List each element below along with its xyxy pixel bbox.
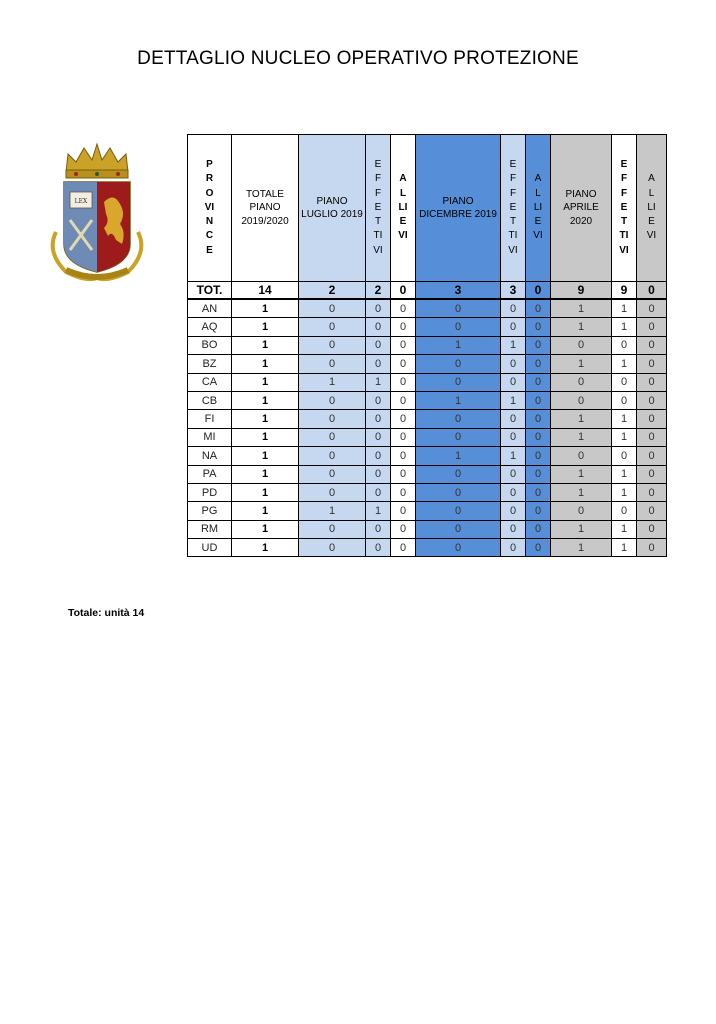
value-cell: 1 — [612, 483, 637, 501]
value-cell: 0 — [501, 428, 526, 446]
value-cell: 0 — [526, 539, 551, 557]
value-cell: 0 — [299, 299, 366, 318]
value-cell: 1 — [501, 447, 526, 465]
value-cell: 1 — [551, 465, 612, 483]
value-cell: 0 — [612, 502, 637, 520]
total-cell: 3 — [416, 282, 501, 300]
value-cell: 0 — [637, 483, 667, 501]
table-header-row — [188, 135, 667, 282]
value-cell: 1 — [232, 465, 299, 483]
value-cell: 0 — [416, 318, 501, 336]
value-cell: 1 — [232, 410, 299, 428]
value-cell: 0 — [299, 391, 366, 409]
value-cell: 0 — [501, 539, 526, 557]
value-cell: 0 — [501, 502, 526, 520]
province-cell: FI — [188, 410, 232, 428]
value-cell: 0 — [416, 355, 501, 373]
value-cell: 0 — [637, 391, 667, 409]
value-cell: 1 — [551, 410, 612, 428]
province-cell: PD — [188, 483, 232, 501]
value-cell: 0 — [637, 428, 667, 446]
value-cell: 0 — [526, 428, 551, 446]
province-cell: PA — [188, 465, 232, 483]
value-cell: 0 — [526, 465, 551, 483]
value-cell: 1 — [232, 502, 299, 520]
header-allievi: ALLIEVI — [391, 135, 416, 282]
value-cell: 0 — [526, 447, 551, 465]
value-cell: 0 — [299, 483, 366, 501]
value-cell: 1 — [232, 373, 299, 391]
footer-total: Totale: unità 14 — [68, 607, 145, 619]
value-cell: 0 — [416, 428, 501, 446]
value-cell: 0 — [551, 502, 612, 520]
value-cell: 0 — [416, 465, 501, 483]
header-allievi: ALLIEVI — [637, 135, 667, 282]
value-cell: 0 — [501, 299, 526, 318]
value-cell: 0 — [551, 373, 612, 391]
province-cell: AN — [188, 299, 232, 318]
table-row — [188, 520, 667, 538]
value-cell: 0 — [612, 447, 637, 465]
value-cell: 0 — [637, 373, 667, 391]
total-cell: 2 — [366, 282, 391, 300]
value-cell: 0 — [366, 447, 391, 465]
operational-unit-table — [187, 134, 667, 557]
table-row — [188, 299, 667, 318]
province-cell: RM — [188, 520, 232, 538]
page-title: DETTAGLIO NUCLEO OPERATIVO PROTEZIONE — [137, 48, 579, 69]
value-cell: 0 — [391, 318, 416, 336]
value-cell: 0 — [391, 465, 416, 483]
value-cell: 0 — [391, 483, 416, 501]
value-cell: 0 — [391, 520, 416, 538]
value-cell: 1 — [232, 483, 299, 501]
value-cell: 0 — [366, 318, 391, 336]
value-cell: 0 — [551, 336, 612, 354]
value-cell: 0 — [299, 318, 366, 336]
value-cell: 0 — [526, 336, 551, 354]
value-cell: 1 — [416, 391, 501, 409]
province-cell: BO — [188, 336, 232, 354]
value-cell: 0 — [526, 410, 551, 428]
value-cell: 0 — [551, 391, 612, 409]
total-cell: 0 — [391, 282, 416, 300]
table-row — [188, 373, 667, 391]
value-cell: 0 — [366, 355, 391, 373]
value-cell: 1 — [612, 410, 637, 428]
total-cell: 9 — [551, 282, 612, 300]
value-cell: 0 — [526, 355, 551, 373]
value-cell: 1 — [612, 318, 637, 336]
province-cell: BZ — [188, 355, 232, 373]
value-cell: 0 — [637, 299, 667, 318]
table-row — [188, 391, 667, 409]
total-cell: 0 — [526, 282, 551, 300]
value-cell: 0 — [366, 410, 391, 428]
value-cell: 0 — [637, 410, 667, 428]
total-cell: 9 — [612, 282, 637, 300]
value-cell: 0 — [526, 391, 551, 409]
value-cell: 1 — [232, 299, 299, 318]
value-cell: 0 — [391, 299, 416, 318]
value-cell: 0 — [637, 465, 667, 483]
value-cell: 0 — [612, 373, 637, 391]
value-cell: 1 — [612, 355, 637, 373]
total-cell: 3 — [501, 282, 526, 300]
table-row — [188, 539, 667, 557]
value-cell: 0 — [637, 318, 667, 336]
value-cell: 0 — [637, 355, 667, 373]
value-cell: 0 — [299, 428, 366, 446]
value-cell: 0 — [366, 465, 391, 483]
total-cell: 14 — [232, 282, 299, 300]
value-cell: 0 — [526, 373, 551, 391]
value-cell: 0 — [391, 447, 416, 465]
value-cell: 0 — [391, 373, 416, 391]
value-cell: 0 — [391, 428, 416, 446]
value-cell: 0 — [501, 373, 526, 391]
value-cell: 1 — [232, 336, 299, 354]
value-cell: 0 — [612, 336, 637, 354]
value-cell: 0 — [299, 520, 366, 538]
table-total-row — [188, 282, 667, 300]
police-crest-icon — [36, 132, 158, 288]
value-cell: 1 — [299, 373, 366, 391]
svg-text:LEX: LEX — [74, 198, 88, 205]
value-cell: 1 — [232, 447, 299, 465]
value-cell: 0 — [526, 299, 551, 318]
value-cell: 0 — [299, 447, 366, 465]
value-cell: 0 — [416, 502, 501, 520]
table-row — [188, 483, 667, 501]
value-cell: 0 — [637, 447, 667, 465]
total-cell: 2 — [299, 282, 366, 300]
value-cell: 0 — [526, 318, 551, 336]
value-cell: 0 — [637, 336, 667, 354]
value-cell: 0 — [501, 465, 526, 483]
value-cell: 0 — [637, 520, 667, 538]
value-cell: 0 — [526, 520, 551, 538]
value-cell: 0 — [637, 539, 667, 557]
value-cell: 0 — [299, 355, 366, 373]
value-cell: 1 — [612, 465, 637, 483]
value-cell: 0 — [637, 502, 667, 520]
header-dicembre: PIANO DICEMBRE 2019 — [416, 135, 501, 282]
value-cell: 0 — [299, 539, 366, 557]
value-cell: 0 — [366, 336, 391, 354]
province-cell: MI — [188, 428, 232, 446]
value-cell: 1 — [232, 318, 299, 336]
value-cell: 1 — [551, 483, 612, 501]
value-cell: 1 — [366, 502, 391, 520]
value-cell: 1 — [232, 428, 299, 446]
province-cell: CB — [188, 391, 232, 409]
value-cell: 0 — [501, 355, 526, 373]
value-cell: 0 — [526, 502, 551, 520]
header-province: PROVINCE — [188, 135, 232, 282]
value-cell: 1 — [501, 336, 526, 354]
value-cell: 1 — [232, 520, 299, 538]
header-effettivi: EFFETTIVI — [366, 135, 391, 282]
header-allievi: ALLIEVI — [526, 135, 551, 282]
value-cell: 0 — [366, 299, 391, 318]
value-cell: 1 — [551, 539, 612, 557]
value-cell: 0 — [391, 391, 416, 409]
table-row — [188, 428, 667, 446]
value-cell: 0 — [416, 299, 501, 318]
value-cell: 0 — [501, 318, 526, 336]
header-luglio: PIANO LUGLIO 2019 — [299, 135, 366, 282]
value-cell: 1 — [612, 520, 637, 538]
header-totale: TOTALE PIANO 2019/2020 — [232, 135, 299, 282]
table-row — [188, 355, 667, 373]
value-cell: 1 — [299, 502, 366, 520]
header-aprile: PIANO APRILE 2020 — [551, 135, 612, 282]
table-row — [188, 447, 667, 465]
value-cell: 1 — [232, 391, 299, 409]
value-cell: 1 — [551, 428, 612, 446]
value-cell: 0 — [299, 336, 366, 354]
value-cell: 0 — [391, 355, 416, 373]
table-row — [188, 318, 667, 336]
value-cell: 0 — [416, 373, 501, 391]
table-row — [188, 336, 667, 354]
value-cell: 0 — [391, 539, 416, 557]
header-effettivi: EFFETTIVI — [501, 135, 526, 282]
value-cell: 0 — [299, 465, 366, 483]
value-cell: 0 — [366, 391, 391, 409]
value-cell: 0 — [391, 502, 416, 520]
value-cell: 1 — [551, 355, 612, 373]
value-cell: 0 — [501, 520, 526, 538]
value-cell: 0 — [416, 483, 501, 501]
province-cell: UD — [188, 539, 232, 557]
value-cell: 0 — [526, 483, 551, 501]
value-cell: 0 — [551, 447, 612, 465]
value-cell: 0 — [391, 336, 416, 354]
value-cell: 1 — [551, 520, 612, 538]
total-cell: 0 — [637, 282, 667, 300]
value-cell: 1 — [612, 299, 637, 318]
value-cell: 0 — [366, 539, 391, 557]
value-cell: 1 — [501, 391, 526, 409]
province-cell: NA — [188, 447, 232, 465]
value-cell: 0 — [416, 539, 501, 557]
value-cell: 0 — [299, 410, 366, 428]
province-cell: AQ — [188, 318, 232, 336]
value-cell: 1 — [612, 428, 637, 446]
header-effettivi: EFFETTIVI — [612, 135, 637, 282]
value-cell: 1 — [416, 336, 501, 354]
value-cell: 1 — [551, 299, 612, 318]
value-cell: 0 — [501, 410, 526, 428]
value-cell: 0 — [391, 410, 416, 428]
value-cell: 1 — [366, 373, 391, 391]
value-cell: 0 — [366, 483, 391, 501]
value-cell: 1 — [551, 318, 612, 336]
value-cell: 0 — [612, 391, 637, 409]
value-cell: 1 — [612, 539, 637, 557]
province-cell: PG — [188, 502, 232, 520]
value-cell: 1 — [232, 355, 299, 373]
value-cell: 0 — [416, 410, 501, 428]
value-cell: 1 — [416, 447, 501, 465]
value-cell: 0 — [416, 520, 501, 538]
value-cell: 0 — [366, 520, 391, 538]
province-cell: CA — [188, 373, 232, 391]
value-cell: 1 — [232, 539, 299, 557]
total-label: TOT. — [188, 282, 232, 300]
table-row — [188, 502, 667, 520]
table-row — [188, 410, 667, 428]
value-cell: 0 — [501, 483, 526, 501]
table-row — [188, 465, 667, 483]
value-cell: 0 — [366, 428, 391, 446]
